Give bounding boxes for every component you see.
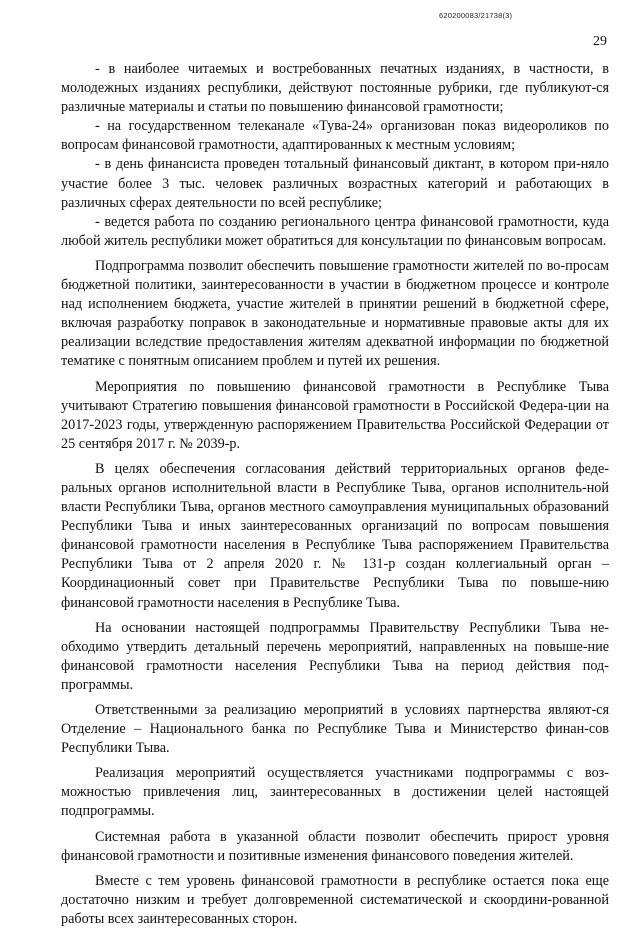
paragraph-systematic-work: Системная работа в указанной области позволит обеспечить прирост уровня финансовой грамотности и позитивные изменения финансового поведения жителей. <box>61 828 609 864</box>
bullet-print-media: - в наиболее читаемых и востребованных печатных изданиях, в частности, в молодежных изданиях республики, действуют постоянные рубрики, где публикуют-ся различные материалы и статьи по повышению финансовой грамотности; <box>61 61 609 116</box>
bullet-financial-dictation: - в день финансиста проведен тотальный финансовый диктант, в котором при-няло участие более 3 тыс. человек различных возрастных категорий и работающих в различных сферах деятельности по всей республике; <box>61 156 609 211</box>
paragraph-coordination-council: В целях обеспечения согласования действий территориальных органов феде-ральных органов исполнительной власти в Республике Тыва, органов исполнитель-ной власти Республики Тыва, органов местного самоуправления муниципальных образований Республики Тыва и иных заинтересованных организаций по вопросам повышения финансовой грамотности населения в Республике Тыва распоряжением Правительства Республики Тыва от 2 апреля 2020 г. № 131-р создан коллегиальный орган – Координационный совет при Правительстве Республики Тыва по повыше-нию финансовой грамотности населения в Республике Тыва. <box>61 460 609 611</box>
paragraph-conclusion: Вместе с тем уровень финансовой грамотности в республике остается пока еще достаточно низким и требует долговременной систематической и скоордини-рованной работы всех заинтересованных сторон. <box>61 872 609 927</box>
paragraph-budget-literacy: Подпрограмма позволит обеспечить повышение грамотности жителей по во-просам бюджетной политики, заинтересованности в участии в бюджетном процессе и контроле над исполнением бюджета, участие жителей в принятии решений в бюджетной сфере, включая разработку поправок в законодательные и нормативные правовые акты для их реализации вследствие предоставления жителям адекватной информации по бюджетной тематике с понятным описанием проблем и путей их решения. <box>61 257 609 370</box>
bullet-tv-channel: - на государственном телеканале «Тува-24» организован показ видеороликов по вопросам финансовой грамотности, адаптированных к местным условиям; <box>61 118 609 154</box>
document-id: 620200083/21738(3) <box>439 11 513 20</box>
page-body <box>61 60 609 929</box>
page-number: 29 <box>593 34 607 49</box>
bullet-regional-center: - ведется работа по созданию регионального центра финансовой грамотности, куда любой житель республики может обратиться для консультации по финансовым вопросам. <box>61 213 609 249</box>
paragraph-implementation: Реализация мероприятий осуществляется участниками подпрограммы с воз-можностью привлечения лиц, заинтересованных в достижении целей настоящей подпрограммы. <box>61 765 609 820</box>
paragraph-strategy: Мероприятия по повышению финансовой грамотности в Республике Тыва учитывают Стратегию повышения финансовой грамотности в Российской Федера-ции на 2017-2023 годы, утвержденную распоряжением Правительства Российской Федерации от 25 сентября 2017 г. № 2039-р. <box>61 378 609 452</box>
paragraph-action-list: На основании настоящей подпрограммы Правительству Республики Тыва не-обходимо утвердить детальный перечень мероприятий, направленных на повыше-ние финансовой грамотности населения Республики Тыва на период действия под-программы. <box>61 619 609 693</box>
paragraph-responsible-parties: Ответственными за реализацию мероприятий в условиях партнерства являют-ся Отделение – Национального банка по Республике Тыва и Министерство финан-сов Республики Тыва. <box>61 702 609 757</box>
